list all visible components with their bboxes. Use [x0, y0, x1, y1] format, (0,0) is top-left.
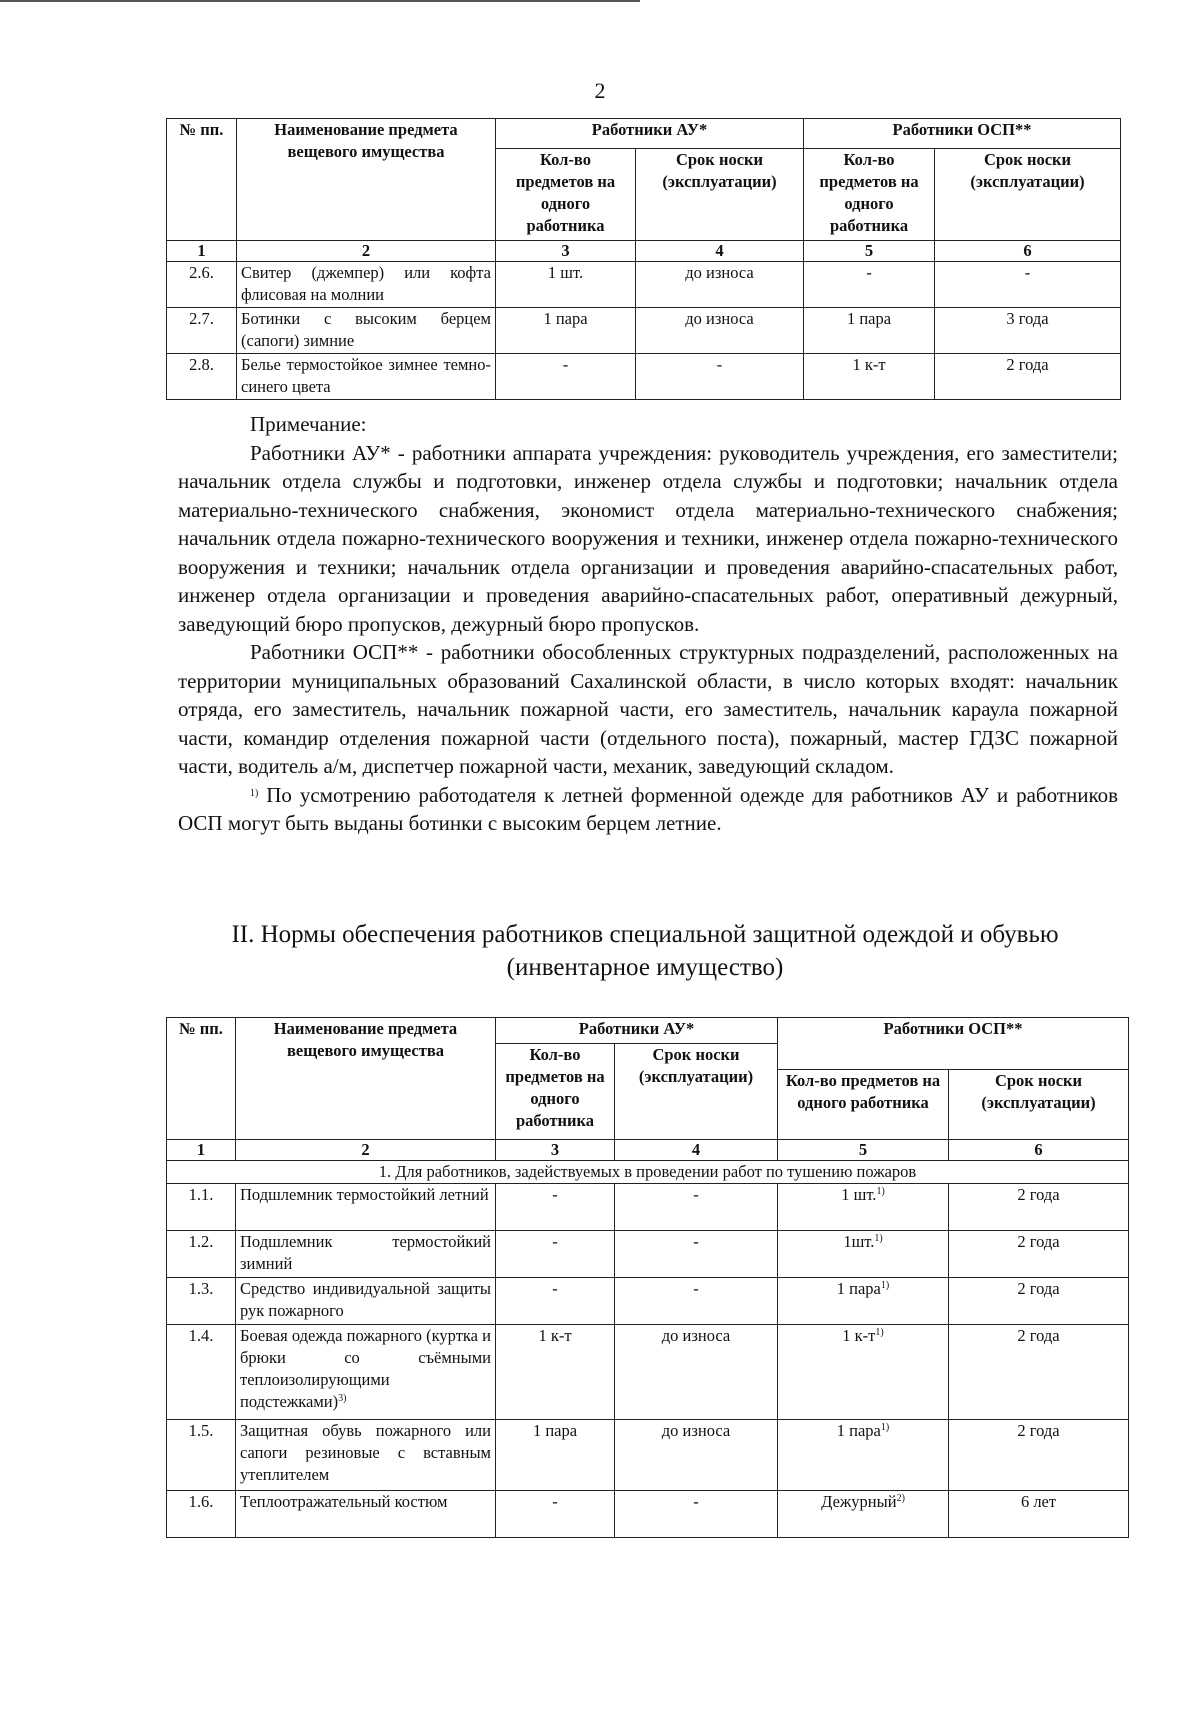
row-num: 1.5. [167, 1420, 236, 1491]
header-osp-term: Срок носки (эксплуатации) [949, 1070, 1129, 1140]
row-au-term: - [615, 1491, 778, 1538]
row-osp-qty [778, 1184, 949, 1231]
row-num: 1.4. [167, 1325, 236, 1420]
scan-top-edge [0, 0, 640, 2]
row-item-name: Защитная обувь пожарного или сапоги резиновые с вставным утеплителем [236, 1420, 496, 1491]
header-osp-term: Срок носки (эксплуатации) [935, 149, 1121, 241]
section-2-heading-line2: (инвентарное имущество) [506, 954, 784, 981]
page-number: 2 [594, 78, 606, 103]
row-osp-term: 2 года [949, 1420, 1129, 1491]
row-au-qty: 1 шт. [496, 262, 636, 308]
row-osp-qty [778, 1420, 949, 1491]
footnote-ref: 1) [880, 1280, 890, 1291]
header-num: № пп. [167, 1018, 236, 1140]
row-num: 1.3. [167, 1278, 236, 1325]
table-clothing-norms-continued [166, 118, 1121, 400]
footnote-ref: 1) [880, 1422, 890, 1433]
index-cell: 1 [167, 1140, 236, 1161]
index-cell: 6 [935, 241, 1121, 262]
section-2-heading-line1: II. Нормы обеспечения работников специальной защитной одеждой и обувью [231, 921, 1059, 948]
row-item-name: Ботинки с высоким берцем (сапоги) зимние [237, 308, 496, 354]
osp-qty-value: 1 пара [836, 1421, 881, 1440]
header-au-qty: Кол-во предметов на одного работника [496, 149, 636, 241]
header-osp-qty: Кол-во предметов на одного работника [778, 1070, 949, 1140]
row-au-term: до износа [615, 1420, 778, 1491]
row-num: 1.6. [167, 1491, 236, 1538]
row-item-name: Подшлемник термостойкий летний [236, 1184, 496, 1231]
row-item-name: Белье термостойкое зимнее темно-синего цвета [237, 354, 496, 400]
index-cell: 4 [615, 1140, 778, 1161]
header-osp-group: Работники ОСП** [804, 119, 1121, 149]
row-item-name: Свитер (джемпер) или кофта флисовая на молнии [237, 262, 496, 308]
index-cell: 1 [167, 241, 237, 262]
row-item-name: Теплоотражательный костюм [236, 1491, 496, 1538]
index-cell: 4 [636, 241, 804, 262]
header-item-name: Наименование предмета вещевого имущества [236, 1018, 496, 1140]
row-osp-term: 3 года [935, 308, 1121, 354]
table-row [167, 354, 1121, 400]
row-osp-qty: - [804, 262, 935, 308]
osp-qty-value: 1 к-т [842, 1326, 876, 1345]
table-row [167, 1420, 1129, 1491]
row-item-name: Подшлемник термостойкий зимний [236, 1231, 496, 1278]
table-row [167, 1231, 1129, 1278]
row-au-qty: - [496, 354, 636, 400]
header-au-qty: Кол-во предметов на одного работника [496, 1044, 615, 1140]
row-au-qty: - [496, 1491, 615, 1538]
row-osp-qty [778, 1491, 949, 1538]
osp-qty-value: 1шт. [843, 1232, 875, 1251]
row-au-qty: 1 пара [496, 1420, 615, 1491]
header-osp-qty: Кол-во предметов на одного работника [804, 149, 935, 241]
table-row [167, 262, 1121, 308]
row-au-term: - [615, 1278, 778, 1325]
index-cell: 5 [804, 241, 935, 262]
index-cell: 5 [778, 1140, 949, 1161]
index-cell: 2 [237, 241, 496, 262]
row-osp-qty: 1 к-т [804, 354, 935, 400]
row-osp-term: 2 года [949, 1325, 1129, 1420]
row-osp-term: - [935, 262, 1121, 308]
notes-title: Примечание: [250, 412, 367, 436]
row-osp-qty [778, 1231, 949, 1278]
footnote-ref: 1) [876, 1186, 885, 1197]
item-name-text: Боевая одежда пожарного (куртка и брюки со съёмными теплоизолирующими подстежками) [240, 1326, 491, 1411]
footnote-ref: 1) [875, 1327, 884, 1338]
table-row [167, 1325, 1129, 1420]
header-osp-group: Работники ОСП** [778, 1018, 1129, 1070]
row-au-term: - [615, 1231, 778, 1278]
footnote-mark: 1) [250, 787, 259, 799]
note-osp-definition: Работники ОСП** - работники обособленных структурных подразделений, расположенных на территории муниципальных образований Сахалинской области, в число которых входят: начальник отряда, его заместитель, начальник пожарной части, его заместитель, начальник караула пожарной части, командир отделения пожарной части (отдельного поста), пожарный, мастер ГДЗС пожарной части, водитель а/м, диспетчер пожарной части, механик, заведующий складом. [178, 640, 1118, 778]
osp-qty-value: Дежурный [821, 1492, 897, 1511]
footnote-1 [178, 781, 1118, 838]
row-osp-term: 2 года [949, 1184, 1129, 1231]
row-osp-qty: 1 пара [804, 308, 935, 354]
row-au-term: до износа [636, 308, 804, 354]
footnote-ref: 3) [338, 1393, 347, 1404]
header-au-group: Работники АУ* [496, 1018, 778, 1044]
index-cell: 3 [496, 1140, 615, 1161]
header-au-group: Работники АУ* [496, 119, 804, 149]
row-num: 2.6. [167, 262, 237, 308]
row-au-term: - [615, 1184, 778, 1231]
header-au-term: Срок носки (эксплуатации) [636, 149, 804, 241]
section-title-row: 1. Для работников, задействуемых в проведении работ по тушению пожаров [167, 1161, 1129, 1184]
header-num: № пп. [167, 119, 237, 241]
table-protective-clothing-norms [166, 1017, 1129, 1538]
index-cell: 3 [496, 241, 636, 262]
row-osp-qty [778, 1325, 949, 1420]
row-num: 1.1. [167, 1184, 236, 1231]
header-item-name: Наименование предмета вещевого имущества [237, 119, 496, 241]
section-2-heading [160, 918, 1130, 984]
footnote-ref: 2) [896, 1493, 905, 1504]
row-num: 2.7. [167, 308, 237, 354]
row-num: 1.2. [167, 1231, 236, 1278]
index-cell: 6 [949, 1140, 1129, 1161]
row-osp-term: 2 года [949, 1231, 1129, 1278]
row-au-term: до износа [615, 1325, 778, 1420]
index-cell: 2 [236, 1140, 496, 1161]
notes-block [178, 410, 1118, 838]
row-osp-qty [778, 1278, 949, 1325]
row-osp-term: 2 года [949, 1278, 1129, 1325]
row-osp-term: 2 года [935, 354, 1121, 400]
note-au-definition: Работники АУ* - работники аппарата учреждения: руководитель учреждения, его заместители; начальник отдела службы и подготовки, инженер отдела службы и подготовки; начальник отдела материально-технического снабжения, экономист отдела материально-технического снабжения; начальник отдела пожарно-технического вооружения и техники, инженер отдела пожарно-технического вооружения и техники; начальник отдела организации и проведения аварийно-спасательных работ, инженер отдела организации и проведения аварийно-спасательных работ, оперативный дежурный, заведующий бюро пропусков, дежурный бюро пропусков. [178, 440, 1118, 636]
row-num: 2.8. [167, 354, 237, 400]
footnote-ref: 1) [874, 1233, 883, 1244]
row-au-qty: - [496, 1184, 615, 1231]
row-item-name: Средство индивидуальной защиты рук пожарного [236, 1278, 496, 1325]
table-row [167, 1491, 1129, 1538]
osp-qty-value: 1 пара [836, 1279, 881, 1298]
row-au-term: - [636, 354, 804, 400]
header-au-term: Срок носки (эксплуатации) [615, 1044, 778, 1140]
table-row [167, 1184, 1129, 1231]
row-au-qty: - [496, 1278, 615, 1325]
row-item-name [236, 1325, 496, 1420]
row-au-qty: 1 к-т [496, 1325, 615, 1420]
row-au-qty: 1 пара [496, 308, 636, 354]
osp-qty-value: 1 шт. [841, 1185, 877, 1204]
row-au-term: до износа [636, 262, 804, 308]
table-row [167, 1278, 1129, 1325]
table-row [167, 308, 1121, 354]
row-osp-term: 6 лет [949, 1491, 1129, 1538]
footnote-text: По усмотрению работодателя к летней форменной одежде для работников АУ и работников ОСП могут быть выданы ботинки с высоким берцем летние. [178, 782, 1118, 835]
row-au-qty: - [496, 1231, 615, 1278]
